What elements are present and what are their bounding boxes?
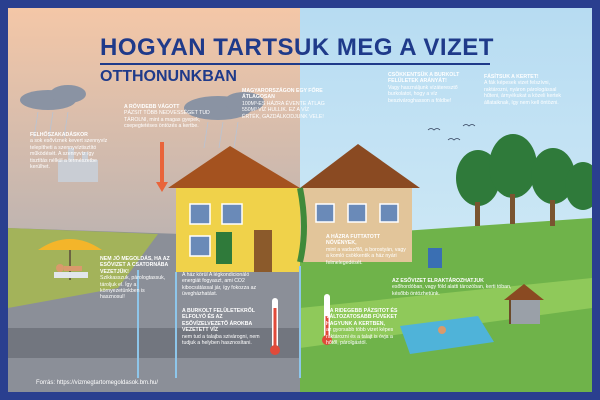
note-heading: A ház körül	[182, 272, 208, 278]
note-heading: A RÖVIDEBB VÁGOTT	[124, 104, 180, 110]
note-body: 100M³-ES HÁZRA ÉVENTE ÁTLAG 550M³ VÍZ HULLIK. EZ A VÍZ ÉRTÉK, GAZDÁLKODJUNK VELE!	[242, 100, 325, 120]
note-runoff	[182, 308, 268, 346]
note-body: A légkondicionáló energiát fogyaszt, ami CO2 kibocsátással jár, így fokozza az üvegházhatást.	[182, 272, 257, 298]
note-heading: NEM JÓ MEGOLDÁS, HA AZ ESŐVIZET A CSATORNÁBA VEZETJÜK!	[100, 256, 170, 275]
note-trees	[484, 74, 568, 106]
note-energy	[182, 272, 266, 298]
note-consumption	[242, 88, 328, 120]
note-body: esőhordóban, vagy föld alatti tározóban, kerti tóban, később öntözhetünk.	[392, 284, 512, 297]
note-heading: MAGYARORSZÁGON EGY FŐRE ÁTLAGOSAN	[242, 88, 323, 101]
note-heading: FÁSÍTSUK A KERTET!	[484, 74, 539, 80]
note-body: Vagy használjunk vízáteresztő burkolatot, hogy a víz beszivároghasson a földbe!	[388, 84, 458, 104]
note-grey-water	[30, 132, 112, 170]
poster-illustration	[8, 8, 592, 392]
note-heading: AZ ESŐVIZET ELRAKTÁROZHATJUK	[392, 278, 484, 284]
note-paving	[388, 72, 478, 104]
title-underline	[100, 63, 490, 65]
note-body: mint a vadszőlő, a borostyán, vagy a komló csökkentik a ház nyári felmelegedését.	[326, 246, 406, 266]
note-body: a sok esővíznek kevert szennyvíz telepítheti a szennyvíztisztító működését. A szennyvíz így tisztítás nélkül a természetbe kerülhet.	[30, 138, 108, 171]
page-subtitle: OTTHONUNKBAN	[100, 68, 237, 85]
note-heading: FELHŐSZAKADÁSKOR	[30, 132, 88, 138]
note-body: az gyorsabb több vizet képes raktározni és a talajt is óvja a hőtől, párolgástól.	[326, 327, 394, 347]
note-body: Szikkasszuk, párologtassuk, tároljuk el. Így a környezetünkben is hasznosul!	[100, 275, 166, 301]
note-rain-barrel	[124, 104, 212, 130]
rain-barrel-icon	[428, 248, 442, 268]
note-body: nem tud a talajba szivárogni, nem tudjuk a helyben hasznosítani.	[182, 333, 260, 347]
note-lawn	[100, 256, 170, 301]
note-body: A fák képesek vizet felszívni, raktározni, nyáron párologással hűteni, árnyékukat a közeli kertek állataiknak, így nem kell öntözni.	[484, 80, 561, 106]
source-link[interactable]: Forrás: https://vizmegtartomegoldasok.bm.hu/	[36, 380, 159, 386]
note-heading: CSÖKKENTSÜK A BURKOLT FELÜLETEK ARÁNYÁT!	[388, 72, 460, 85]
poster	[8, 8, 592, 392]
note-body: PÁZSIT TÖBB NEDVESSÉGET TUD TÁROLNI, mint a magas gyepek, csepegtetéses öntözés a kertbe.	[124, 110, 210, 130]
note-heading: HA RIDEGEBB PÁZSITOT ÉS VÁLTOZATOSABB FÜVEKET HAGYUNK A KERTBEN,	[326, 308, 398, 327]
page-title: HOGYAN TARTSUK MEG A VIZET	[100, 34, 494, 61]
note-mowing	[326, 308, 406, 346]
note-heading: A HÁZRA FUTTATOTT NÖVÉNYEK,	[326, 234, 381, 247]
note-heading: A BURKOLT FELÜLETEKRŐL ELFOLYÓ ÉS AZ ESŐVÍZELVEZETŐ ÁROKBA VEZETETT VÍZ	[182, 308, 255, 334]
note-plants	[326, 234, 406, 266]
note-garden-water	[392, 278, 512, 297]
